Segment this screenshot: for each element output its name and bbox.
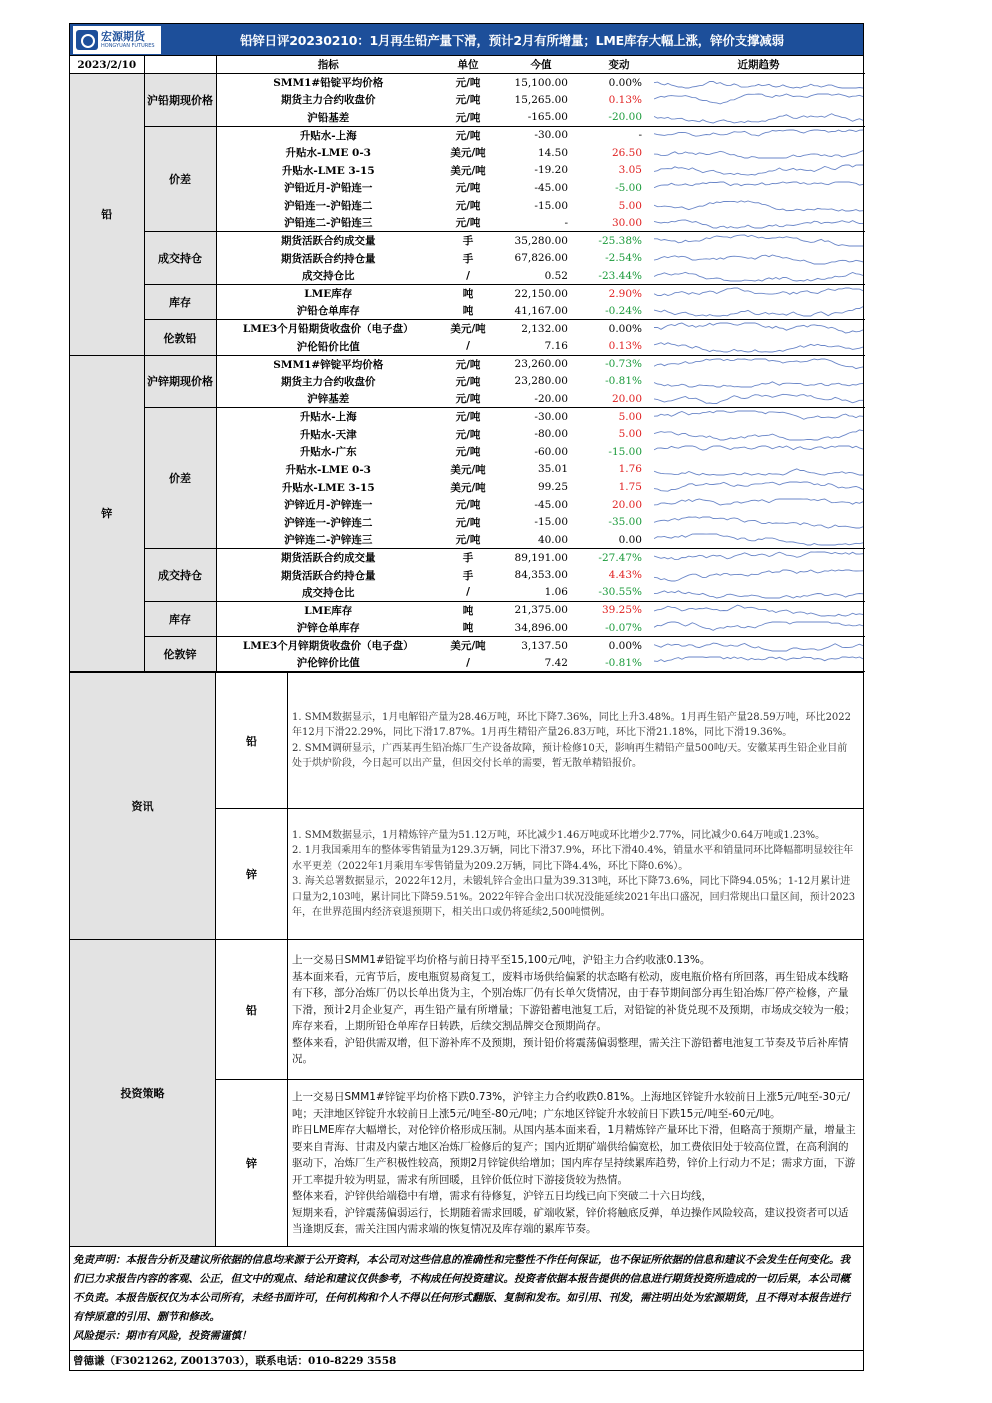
trend-sparkline [654, 409, 863, 424]
indicator-cell: LME库存 [304, 604, 353, 617]
value-cell: 99.25 [537, 481, 568, 494]
unit-cell: 美元/吨 [450, 164, 486, 177]
indicator-cell: 沪伦铅价比值 [216, 338, 440, 356]
lead-group-label: 价差 [144, 126, 216, 232]
trend-cell [652, 390, 865, 408]
indicator-cell: LME3个月锌期货收盘价（电子盘） [242, 640, 414, 653]
trend-sparkline [654, 585, 863, 600]
indicator-cell: 升贴水-LME 3-15 [281, 481, 375, 494]
strategy-lead-text [288, 940, 863, 1079]
unit-cell: 美元/吨 [450, 147, 486, 160]
value-cell: -165.00 [496, 109, 586, 127]
trend-sparkline [654, 568, 863, 583]
indicator-header: 指标 [216, 56, 440, 74]
trend-sparkline [654, 92, 863, 107]
value-cell: -45.00 [534, 498, 568, 511]
strategy-label: 投资策略 [70, 940, 216, 1246]
value-cell: 84,353.00 [514, 569, 568, 582]
trend-sparkline [654, 321, 863, 336]
contact-line: 曾德谦（F3021262, Z0013703），联系电话：010-8229 3558 [70, 1350, 863, 1370]
date-header: 2023/2/10 [70, 56, 144, 74]
trend-sparkline [654, 497, 863, 512]
change-cell: -0.07% [586, 619, 652, 637]
unit-cell: 手 [462, 552, 474, 565]
trend-cell [652, 619, 865, 637]
indicator-cell: 沪铅近月-沪铅连一 [284, 182, 373, 195]
unit-cell: 元/吨 [455, 182, 481, 195]
trend-cell [652, 162, 865, 180]
table-row [70, 637, 865, 655]
trend-sparkline [654, 303, 863, 318]
change-cell: -0.73% [605, 358, 642, 371]
trend-cell [652, 302, 865, 320]
change-cell: -25.38% [598, 234, 642, 247]
value-cell: 7.16 [496, 338, 586, 356]
unit-cell: 元/吨 [455, 516, 481, 529]
value-cell: 34,896.00 [496, 619, 586, 637]
change-cell: 20.00 [586, 390, 652, 408]
value-cell: -45.00 [534, 181, 568, 194]
trend-cell [652, 338, 865, 356]
trend-cell [652, 478, 865, 496]
value-cell: 21,375.00 [514, 604, 568, 617]
table-row [70, 355, 865, 373]
trend-header: 近期趋势 [652, 56, 865, 74]
paragraph: 3. 海关总署数据显示，2022年12月，未锻轧锌合金出口量为39.313吨，环比下降73.6%，同比下降94.05%；1-12月累计进口量为2,103吨，累计同比下降59.51%。2022年锌合金出口状况没能延续2021年出口盛况，回归常规出口量区间，预计2023年，在世界范围内经济衰退预期下，相关出口或仍将延续2,500吨惯例。 [292, 876, 856, 919]
indicator-cell: 升贴水-LME 0-3 [285, 463, 371, 476]
info-lead-row [216, 673, 863, 809]
paragraph: 1. SMM数据显示，1月电解铅产量为28.46万吨，环比下降7.36%，同比上升3.48%。1月再生铅产量28.59万吨，环比2022年12月下滑22.29%，同比下滑17.87%。1月再生精铅产量26.83万吨，环比下滑21.18%，同比下滑19.36%。 [292, 711, 852, 739]
trend-cell [652, 214, 865, 232]
unit-cell: 吨 [440, 302, 496, 320]
trend-cell [652, 126, 865, 144]
change-cell: 39.25% [601, 604, 642, 617]
zinc-metal-label: 锌 [70, 355, 144, 672]
trend-cell [652, 373, 865, 391]
unit-cell: 元/吨 [455, 200, 481, 213]
unit-cell: 美元/吨 [450, 323, 486, 336]
indicator-cell: 沪锌基差 [216, 390, 440, 408]
indicator-cell: 沪伦锌价比值 [216, 654, 440, 672]
today-header: 今值 [496, 56, 586, 74]
trend-sparkline [654, 215, 863, 230]
table-row [70, 601, 865, 619]
trend-cell [652, 109, 865, 127]
paragraph: 昨日LME库存大幅增长，对伦锌价格形成压制。从国内基本面来看，1月精炼锌产量环比下滑，但略高于预期产量，增量主要来自青海、甘肃及内蒙古地区冶炼厂检修后的复产；国内近期矿端供给偏宽松，加工费依旧处于较高位置，在高利润的驱动下，冶炼厂生产积极性较高，预期2月锌锭供给增加；国内库存呈持续累库趋势，锌价上行动力不足；需求方面，下游开工率提升较为明显，需求有所回暖，且锌价低位时下游接货较为热情。 [292, 1124, 856, 1186]
value-cell: -30.00 [534, 410, 568, 423]
value-cell: 14.50 [537, 146, 568, 159]
change-cell: -20.00 [586, 109, 652, 127]
info-zinc-text [288, 809, 863, 939]
lead-group-label: 成交持仓 [144, 232, 216, 285]
value-cell: 3,137.50 [521, 639, 568, 652]
unit-cell: 元/吨 [455, 411, 481, 424]
change-cell: 0.00% [608, 76, 642, 89]
trend-sparkline [654, 180, 863, 195]
paragraph: 上一交易日SMM1#锌锭平均价格下跌0.73%，沪锌主力合约收跌0.81%。上海地区锌锭升水较前日上涨5元/吨至-30元/吨；天津地区锌锭升水较前日上涨5元/吨至-80元/吨；广东地区锌锭升水较前日下跌15元/吨至-60元/吨。 [292, 1091, 850, 1120]
zinc-group-label: 沪锌期现价格 [144, 355, 216, 408]
paragraph: 短期来看，沪锌震荡偏弱运行，长期随着需求回暖，矿端收紧，锌价将触底反弹，单边操作风险较高，建议投资者可以适当逢期反套，需关注国内需求端的恢复情况及库存端的累库节奏。 [292, 1206, 849, 1236]
data-table [70, 56, 865, 672]
change-cell: 0.13% [586, 338, 652, 356]
value-cell: -20.00 [496, 390, 586, 408]
trend-cell [652, 320, 865, 338]
paragraph: 2. 1月我国乘用车的整体零售销量为129.3万辆，同比下滑37.9%，环比下滑40.4%，销量水平和销量同环比降幅都明显较往年水平更差（2022年1月乘用车零售销量为209.2万辆，同比下降4.4%，环比下降0.6%）。 [292, 845, 854, 872]
value-cell: -80.00 [534, 428, 568, 441]
paragraph: 整体来看，沪锌供给端稳中有增，需求有待修复，沪锌五日均线已向下突破二十六日均线， [292, 1190, 712, 1203]
trend-sparkline [654, 427, 863, 442]
table-row [70, 74, 865, 92]
table-row [70, 232, 865, 250]
logo-en: HONGYUAN FUTURES [101, 42, 155, 49]
indicator-cell: 升贴水-上海 [299, 411, 357, 424]
trend-sparkline [654, 462, 863, 477]
unit-cell: 元/吨 [440, 109, 496, 127]
change-cell: -30.55% [586, 584, 652, 602]
trend-cell [652, 74, 865, 92]
paragraph: 2. SMM调研显示，广西某再生铅冶炼厂生产设备故障，预计检修10天，影响再生精铅产量500吨/天。安徽某再生铅企业目前处于烘炉阶段，今日起可以出产量，但因交付长单的需要，暂无散单精铅报价。 [292, 742, 848, 770]
trend-cell [652, 250, 865, 268]
indicator-cell: 期货活跃合约成交量 [281, 235, 376, 248]
value-cell: 23,260.00 [514, 358, 568, 371]
indicator-cell: 期货活跃合约持仓量 [281, 252, 376, 265]
value-cell: -15.00 [534, 199, 568, 212]
unit-cell: / [440, 338, 496, 356]
change-cell: 5.00 [618, 410, 642, 423]
trend-sparkline [654, 339, 863, 354]
indicator-cell: 沪铅连一-沪铅连二 [284, 200, 373, 213]
value-cell: 7.42 [496, 654, 586, 672]
indicator-cell: 沪锌仓单库存 [216, 619, 440, 637]
lead-metal-label: 铅 [70, 74, 144, 356]
trend-cell [652, 654, 865, 672]
change-cell: -35.00 [608, 516, 642, 529]
blank-header [144, 56, 216, 74]
trend-sparkline [654, 638, 863, 653]
indicator-cell: 沪锌近月-沪锌连一 [284, 499, 373, 512]
indicator-cell: 沪锌连二-沪锌连三 [216, 531, 440, 549]
indicator-cell: 升贴水-上海 [299, 129, 357, 142]
trend-cell [652, 531, 865, 549]
trend-cell [652, 461, 865, 479]
trend-cell [652, 285, 865, 303]
trend-sparkline [654, 374, 863, 389]
lead-group-label: 库存 [144, 285, 216, 320]
lead-group-label: 伦敦铅 [144, 320, 216, 355]
unit-cell: 元/吨 [455, 129, 481, 142]
trend-cell [652, 443, 865, 461]
value-cell: 40.00 [496, 531, 586, 549]
value-cell: 0.52 [496, 267, 586, 285]
change-cell: 20.00 [611, 498, 642, 511]
unit-header: 单位 [440, 56, 496, 74]
unit-cell: 元/吨 [440, 531, 496, 549]
change-cell: 0.00% [608, 639, 642, 652]
trend-sparkline [654, 603, 863, 618]
indicator-cell: 成交持仓比 [216, 584, 440, 602]
table-row [70, 408, 865, 426]
value-cell: 41,167.00 [496, 302, 586, 320]
trend-cell [652, 496, 865, 514]
unit-cell: 手 [462, 235, 474, 248]
info-section [70, 672, 863, 939]
zinc-group-label: 伦敦锌 [144, 637, 216, 672]
trend-sparkline [654, 251, 863, 266]
change-header: 变动 [586, 56, 652, 74]
unit-cell: 手 [462, 252, 474, 265]
unit-cell: 手 [462, 569, 474, 582]
indicator-cell: 升贴水-LME 3-15 [281, 164, 375, 177]
indicator-cell: 升贴水-LME 0-3 [285, 147, 371, 160]
change-cell: 2.90% [608, 287, 642, 300]
change-cell: 1.75 [618, 481, 642, 494]
change-cell: 5.00 [618, 428, 642, 441]
value-cell: 22,150.00 [514, 287, 568, 300]
trend-sparkline [654, 145, 863, 160]
value-cell: 35.01 [537, 463, 568, 476]
change-cell: -0.81% [586, 654, 652, 672]
info-lead-text [288, 673, 863, 808]
change-cell: -0.81% [605, 375, 642, 388]
trend-cell [652, 91, 865, 109]
paragraph: 1. SMM数据显示，1月精炼锌产量为51.12万吨，环比减少1.46万吨或环比增少2.77%，同比减少0.64万吨或1.23%。 [292, 829, 826, 841]
unit-cell: 元/吨 [455, 77, 481, 90]
trend-sparkline [654, 163, 863, 178]
indicator-cell: 期货活跃合约持仓量 [281, 569, 376, 582]
value-cell: -19.20 [534, 164, 568, 177]
indicator-cell: 沪锌连一-沪锌连二 [284, 516, 373, 529]
logo-cn: 宏源期货 [101, 29, 145, 43]
report-frame [69, 23, 864, 1371]
disclaimer-text: 免责声明：本报告分析及建议所依据的信息均来源于公开资料，本公司对这些信息的准确性和完整性不作任何保证，也不保证所依据的信息和建议不会发生任何变化。我们已力求报告内容的客观、公正，但文中的观点、结论和建议仅供参考，不构成任何投资建议。投资者依据本报告提供的信息进行期货投资所造成的一切后果，本公司概不负责。本报告版权仅为本公司所有，未经书面许可，任何机构和个人不得以任何形式翻版、复制和发布。如引用、刊发，需注明出处为宏源期货，且不得对本报告进行有悖原意的引用、删节和修改。 [73, 1254, 850, 1324]
change-cell: -2.54% [605, 252, 642, 265]
indicator-cell: LME库存 [304, 288, 353, 301]
change-cell: 3.05 [618, 164, 642, 177]
trend-cell [652, 601, 865, 619]
table-row [70, 320, 865, 338]
trend-sparkline [654, 391, 863, 406]
unit-cell: 元/吨 [440, 214, 496, 232]
strategy-section [70, 939, 863, 1246]
section-sub-label: 锌 [216, 809, 288, 939]
paragraph: 整体来看，沪铅供需双增，但下游补库不及预期，预计铅价将震荡偏弱整理，需关注下游铅蓄电池复工节奏及节后补库情况。 [292, 1036, 849, 1066]
report-title: 铅锌日评20230210：1月再生铅产量下滑，预计2月有所增量；LME库存大幅上涨，锌价支撑减弱 [240, 32, 784, 48]
section-sub-label: 锌 [216, 1080, 288, 1246]
company-logo [73, 26, 161, 54]
change-cell: 0.00% [608, 322, 642, 335]
trend-sparkline [654, 550, 863, 565]
indicator-cell: 期货活跃合约成交量 [281, 552, 376, 565]
trend-cell [652, 549, 865, 567]
change-cell: -0.24% [586, 302, 652, 320]
indicator-cell: LME3个月铅期货收盘价（电子盘） [242, 323, 414, 336]
trend-cell [652, 425, 865, 443]
trend-sparkline [654, 110, 863, 125]
trend-cell [652, 232, 865, 250]
trend-cell [652, 566, 865, 584]
trend-sparkline [654, 357, 863, 372]
trend-sparkline [654, 268, 863, 283]
strategy-zinc-row [216, 1080, 863, 1246]
zinc-group-label: 库存 [144, 601, 216, 636]
unit-cell: / [440, 267, 496, 285]
trend-sparkline [654, 75, 863, 90]
value-cell: -15.00 [534, 516, 568, 529]
unit-cell: 美元/吨 [450, 463, 486, 476]
unit-cell: / [440, 654, 496, 672]
zinc-group-label: 成交持仓 [144, 549, 216, 602]
change-cell: 0.00 [586, 531, 652, 549]
section-sub-label: 铅 [216, 940, 288, 1079]
trend-cell [652, 513, 865, 531]
value-cell: 89,191.00 [514, 551, 568, 564]
trend-sparkline [654, 128, 863, 143]
indicator-cell: 期货主力合约收盘价 [281, 94, 376, 107]
indicator-cell: 成交持仓比 [216, 267, 440, 285]
strategy-zinc-text [288, 1080, 863, 1246]
trend-sparkline [654, 286, 863, 301]
unit-cell: 元/吨 [455, 94, 481, 107]
unit-cell: 美元/吨 [450, 640, 486, 653]
trend-cell [652, 408, 865, 426]
trend-cell [652, 584, 865, 602]
table-header-row [70, 56, 865, 74]
unit-cell: 元/吨 [440, 390, 496, 408]
indicator-cell: 升贴水-天津 [299, 428, 357, 441]
logo-icon [76, 30, 98, 50]
trend-sparkline [654, 515, 863, 530]
indicator-cell: 沪铅仓单库存 [216, 302, 440, 320]
value-cell: 15,100.00 [514, 76, 568, 89]
change-cell: 1.76 [618, 463, 642, 476]
change-cell: -27.47% [598, 551, 642, 564]
trend-sparkline [654, 620, 863, 635]
unit-cell: 元/吨 [455, 446, 481, 459]
trend-cell [652, 144, 865, 162]
trend-cell [652, 267, 865, 285]
unit-cell: 美元/吨 [450, 481, 486, 494]
change-cell: -5.00 [615, 181, 642, 194]
change-cell: 0.13% [608, 93, 642, 106]
indicator-cell: SMM1#锌锭平均价格 [273, 358, 384, 371]
table-row [70, 126, 865, 144]
value-cell: -30.00 [534, 129, 568, 142]
value-cell: 15,265.00 [514, 93, 568, 106]
change-cell: -23.44% [586, 267, 652, 285]
trend-sparkline [654, 532, 863, 547]
value-cell: 1.06 [496, 584, 586, 602]
indicator-cell: SMM1#铅锭平均价格 [273, 77, 384, 90]
unit-cell: 元/吨 [455, 375, 481, 388]
info-label: 资讯 [70, 673, 216, 939]
table-row [70, 549, 865, 567]
trend-cell [652, 197, 865, 215]
unit-cell: 元/吨 [455, 358, 481, 371]
zinc-group-label: 价差 [144, 408, 216, 549]
trend-sparkline [654, 198, 863, 213]
value-cell: 2,132.00 [521, 322, 568, 335]
value-cell: 67,826.00 [514, 252, 568, 265]
unit-cell: 元/吨 [455, 499, 481, 512]
value-cell: - [496, 214, 586, 232]
info-zinc-row [216, 809, 863, 939]
value-cell: 35,280.00 [514, 234, 568, 247]
change-cell: 5.00 [618, 199, 642, 212]
trend-cell [652, 355, 865, 373]
disclaimer [70, 1246, 863, 1350]
unit-cell: / [440, 584, 496, 602]
change-cell: -15.00 [608, 445, 642, 458]
change-cell: 26.50 [611, 146, 642, 159]
indicator-cell: 期货主力合约收盘价 [281, 375, 376, 388]
report-header [70, 24, 863, 56]
trend-sparkline [654, 233, 863, 248]
table-row [70, 285, 865, 303]
unit-cell: 吨 [462, 288, 474, 301]
unit-cell: 吨 [440, 619, 496, 637]
trend-sparkline [654, 655, 863, 670]
change-cell: 4.43% [608, 569, 642, 582]
indicator-cell: 沪铅连二-沪铅连三 [216, 214, 440, 232]
change-cell: - [638, 129, 642, 142]
trend-sparkline [654, 480, 863, 495]
change-cell: 30.00 [586, 214, 652, 232]
paragraph: 上一交易日SMM1#铅锭平均价格与前日持平至15,100元/吨，沪铅主力合约收涨0.13%。 [292, 954, 711, 967]
unit-cell: 元/吨 [455, 428, 481, 441]
unit-cell: 吨 [462, 604, 474, 617]
indicator-cell: 升贴水-广东 [299, 446, 357, 459]
paragraph: 基本面来看，元宵节后，废电瓶贸易商复工，废料市场供给偏紧的状态略有松动，废电瓶价格有所回落，再生铅成本线略有下移，部分冶炼厂仍以长单出货为主，个别冶炼厂仍有长单欠货情况，由于春节期间部分再生铅冶炼厂停产检修，产量下滑，预计2月企业复产，再生铅产量有所增量；下游铅蓄电池复工后，对铅锭的补货兑现不及预期，市场成交较为一般；库存来看，上期所铅仓单库存日转跌，后续交割品牌交仓预期尚存。 [292, 970, 856, 1033]
trend-cell [652, 637, 865, 655]
value-cell: 23,280.00 [514, 375, 568, 388]
value-cell: -60.00 [534, 445, 568, 458]
strategy-lead-row [216, 940, 863, 1080]
trend-sparkline [654, 444, 863, 459]
section-sub-label: 铅 [216, 673, 288, 808]
risk-warning: 风险提示：期市有风险，投资需谨慎！ [73, 1330, 252, 1343]
trend-cell [652, 179, 865, 197]
lead-group-label: 沪铅期现价格 [144, 74, 216, 127]
indicator-cell: 沪铅基差 [216, 109, 440, 127]
